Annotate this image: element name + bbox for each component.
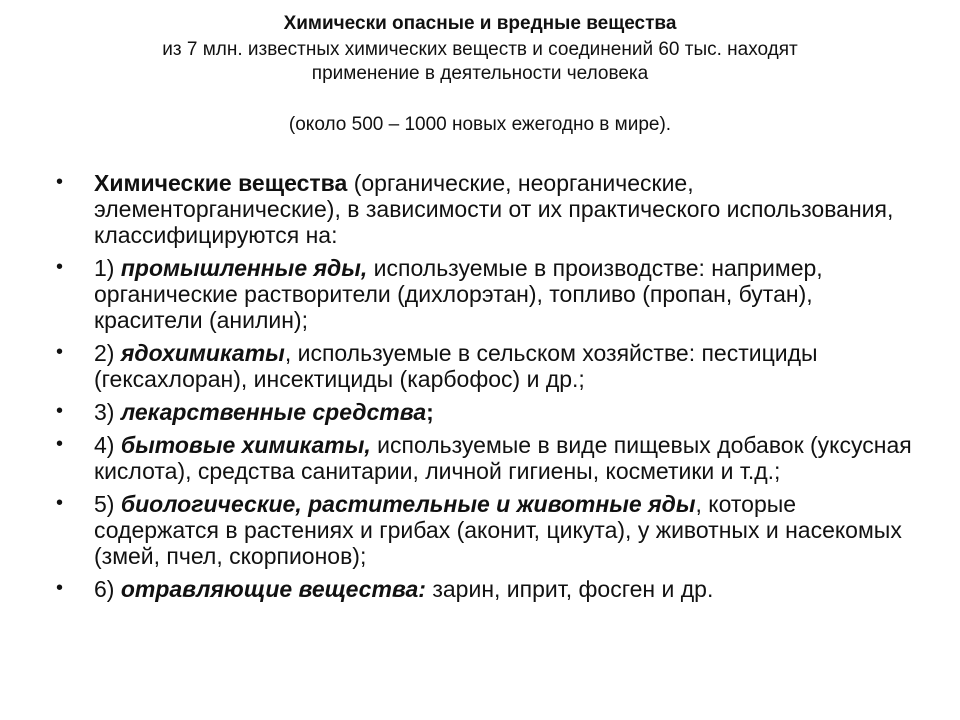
bullet-text: , которые содержатся в растениях и грибах (аконит, цикута), у животных и насекомых (змей, пчел, скорпионов);: [94, 491, 902, 569]
bullet-item-chemicals: [56, 170, 916, 248]
subtitle-line-1: из 7 млн. известных химических веществ и соединений 60 тыс. находят: [162, 39, 798, 60]
bullet-term: лекарственные средства: [120, 399, 427, 425]
bullet-text: используемые в производстве: например, органические растворители (дихлорэтан), топливо (пропан, бутан), красители (анилин);: [94, 255, 823, 333]
bullet-text: используемые в виде пищевых добавок (уксусная кислота), средства санитарии, личной гигиены, косметики и т.д.;: [94, 432, 912, 484]
bullet-prefix: 1): [94, 255, 121, 281]
bullet-dot-icon: •: [56, 433, 64, 455]
bullet-prefix: 6): [94, 576, 121, 602]
slide-subtitle: [60, 38, 900, 86]
bullet-item-household-chemicals: [56, 432, 916, 484]
bullet-term: ядохимикаты: [120, 340, 285, 366]
bullet-dot-icon: •: [56, 492, 64, 514]
bullet-item-industrial-poisons: [56, 255, 916, 333]
bullet-item-medicines: [56, 399, 916, 425]
bullet-dot-icon: •: [56, 577, 64, 599]
slide-header: [60, 12, 900, 137]
bullet-dot-icon: •: [56, 341, 64, 363]
bullet-prefix: 5): [94, 491, 121, 517]
bullet-dot-icon: •: [56, 400, 64, 422]
bullet-prefix: 3): [94, 399, 121, 425]
bullet-item-biological-poisons: [56, 491, 916, 569]
bullet-prefix: 2): [94, 340, 121, 366]
bullet-text: , используемые в сельском хозяйстве: пестициды (гексахлоран), инсектициды (карбофос) и др.;: [94, 340, 818, 392]
bullet-dot-icon: •: [56, 256, 64, 278]
bullet-term: биологические, растительные и животные яды: [120, 491, 696, 517]
bullet-term: Химические вещества: [94, 170, 348, 196]
bullet-term: бытовые химикаты,: [120, 432, 371, 458]
bullet-term: промышленные яды,: [120, 255, 368, 281]
subtitle-line-2: применение в деятельности человека: [311, 63, 649, 84]
slide-note: (около 500 – 1000 новых ежегодно в мире).: [288, 114, 672, 135]
bullet-term: отравляющие вещества:: [120, 576, 426, 602]
bullet-dot-icon: •: [56, 171, 64, 193]
bullet-text: зарин, иприт, фосген и др.: [425, 576, 714, 602]
bullet-list: [56, 170, 916, 609]
slide-title: Химически опасные и вредные вещества: [283, 13, 677, 34]
bullet-item-warfare-agents: [56, 576, 916, 602]
bullet-item-pesticides: [56, 340, 916, 392]
bullet-prefix: 4): [94, 432, 121, 458]
bullet-text: (органические, неорганические, элементорганические), в зависимости от их практического использования, классифицируются на:: [94, 170, 894, 248]
bullet-text: ;: [426, 399, 434, 425]
